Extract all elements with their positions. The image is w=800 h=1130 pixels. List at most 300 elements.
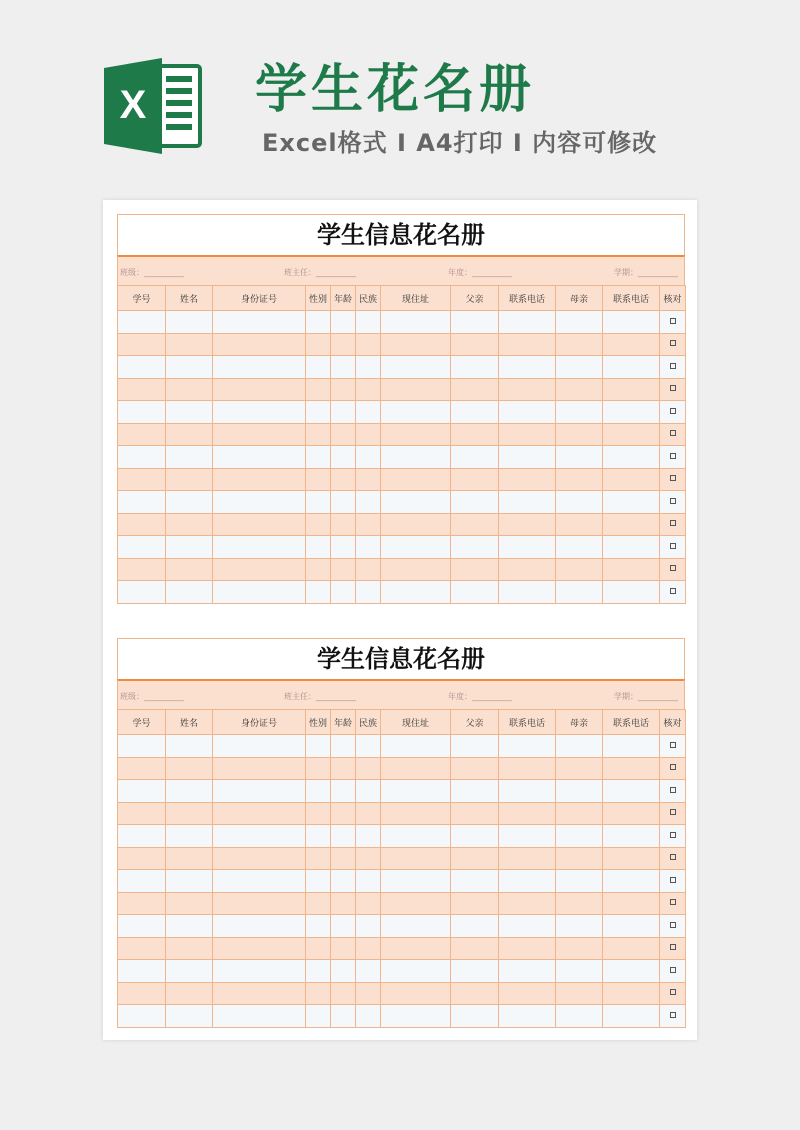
table-cell[interactable] [660, 311, 686, 334]
checkbox-icon[interactable] [670, 854, 676, 860]
table-cell[interactable] [603, 780, 660, 803]
table-cell[interactable] [381, 1005, 451, 1028]
table-cell[interactable] [356, 960, 381, 983]
table-cell[interactable] [499, 311, 556, 334]
table-cell[interactable] [118, 915, 166, 938]
table-cell[interactable] [451, 780, 499, 803]
table-cell[interactable] [331, 825, 356, 848]
table-cell[interactable] [499, 536, 556, 559]
checkbox-icon[interactable] [670, 588, 676, 594]
table-cell[interactable] [118, 423, 166, 446]
table-cell[interactable] [451, 311, 499, 334]
table-cell[interactable] [356, 802, 381, 825]
table-cell[interactable] [451, 401, 499, 424]
table-cell[interactable] [166, 356, 213, 379]
table-cell[interactable] [556, 581, 603, 604]
table-cell[interactable] [356, 423, 381, 446]
table-cell[interactable] [451, 960, 499, 983]
checkbox-icon[interactable] [670, 520, 676, 526]
table-cell[interactable] [556, 960, 603, 983]
table-cell[interactable] [499, 423, 556, 446]
table-cell[interactable] [356, 735, 381, 758]
table-cell[interactable] [356, 757, 381, 780]
table-cell[interactable] [603, 333, 660, 356]
table-cell[interactable] [306, 847, 331, 870]
table-cell[interactable] [660, 513, 686, 536]
table-cell[interactable] [660, 378, 686, 401]
table-cell[interactable] [331, 311, 356, 334]
table-cell[interactable] [556, 311, 603, 334]
table-cell[interactable] [306, 311, 331, 334]
checkbox-icon[interactable] [670, 832, 676, 838]
table-cell[interactable] [660, 491, 686, 514]
table-cell[interactable] [356, 311, 381, 334]
table-cell[interactable] [166, 915, 213, 938]
table-cell[interactable] [213, 982, 306, 1005]
table-cell[interactable] [213, 491, 306, 514]
table-cell[interactable] [356, 536, 381, 559]
table-cell[interactable] [603, 757, 660, 780]
table-cell[interactable] [306, 513, 331, 536]
table-cell[interactable] [381, 536, 451, 559]
table-cell[interactable] [556, 423, 603, 446]
table-cell[interactable] [213, 468, 306, 491]
table-cell[interactable] [356, 446, 381, 469]
table-cell[interactable] [118, 802, 166, 825]
checkbox-icon[interactable] [670, 408, 676, 414]
table-cell[interactable] [603, 802, 660, 825]
table-cell[interactable] [499, 757, 556, 780]
table-cell[interactable] [356, 847, 381, 870]
table-cell[interactable] [331, 536, 356, 559]
table-cell[interactable] [166, 311, 213, 334]
table-cell[interactable] [603, 491, 660, 514]
table-cell[interactable] [499, 802, 556, 825]
checkbox-icon[interactable] [670, 475, 676, 481]
table-cell[interactable] [166, 1005, 213, 1028]
table-cell[interactable] [451, 757, 499, 780]
table-cell[interactable] [213, 847, 306, 870]
checkbox-icon[interactable] [670, 565, 676, 571]
table-cell[interactable] [213, 536, 306, 559]
table-cell[interactable] [499, 982, 556, 1005]
table-cell[interactable] [331, 757, 356, 780]
table-cell[interactable] [381, 356, 451, 379]
table-cell[interactable] [451, 982, 499, 1005]
table-cell[interactable] [603, 378, 660, 401]
table-cell[interactable] [451, 513, 499, 536]
table-cell[interactable] [603, 356, 660, 379]
table-cell[interactable] [660, 401, 686, 424]
table-cell[interactable] [381, 333, 451, 356]
table-cell[interactable] [660, 802, 686, 825]
table-cell[interactable] [306, 581, 331, 604]
table-cell[interactable] [356, 1005, 381, 1028]
table-cell[interactable] [356, 825, 381, 848]
table-cell[interactable] [556, 536, 603, 559]
table-cell[interactable] [556, 780, 603, 803]
table-cell[interactable] [331, 378, 356, 401]
table-cell[interactable] [660, 468, 686, 491]
table-cell[interactable] [451, 446, 499, 469]
table-cell[interactable] [306, 423, 331, 446]
table-cell[interactable] [118, 892, 166, 915]
table-cell[interactable] [306, 491, 331, 514]
table-cell[interactable] [451, 915, 499, 938]
table-cell[interactable] [381, 401, 451, 424]
table-cell[interactable] [306, 802, 331, 825]
table-cell[interactable] [331, 802, 356, 825]
table-cell[interactable] [451, 870, 499, 893]
table-cell[interactable] [166, 780, 213, 803]
table-cell[interactable] [118, 581, 166, 604]
table-cell[interactable] [556, 915, 603, 938]
table-cell[interactable] [660, 581, 686, 604]
table-cell[interactable] [306, 558, 331, 581]
table-cell[interactable] [118, 735, 166, 758]
table-cell[interactable] [499, 378, 556, 401]
table-cell[interactable] [166, 536, 213, 559]
table-cell[interactable] [331, 333, 356, 356]
table-cell[interactable] [499, 558, 556, 581]
table-cell[interactable] [118, 401, 166, 424]
table-cell[interactable] [213, 311, 306, 334]
table-cell[interactable] [166, 982, 213, 1005]
table-cell[interactable] [451, 423, 499, 446]
table-cell[interactable] [166, 802, 213, 825]
table-cell[interactable] [166, 333, 213, 356]
table-cell[interactable] [603, 536, 660, 559]
table-cell[interactable] [118, 333, 166, 356]
table-cell[interactable] [603, 513, 660, 536]
table-cell[interactable] [451, 802, 499, 825]
table-cell[interactable] [603, 892, 660, 915]
table-cell[interactable] [213, 735, 306, 758]
table-cell[interactable] [118, 468, 166, 491]
table-cell[interactable] [381, 735, 451, 758]
table-cell[interactable] [499, 356, 556, 379]
table-cell[interactable] [118, 536, 166, 559]
table-cell[interactable] [213, 513, 306, 536]
table-cell[interactable] [381, 423, 451, 446]
table-cell[interactable] [381, 558, 451, 581]
table-cell[interactable] [356, 513, 381, 536]
table-cell[interactable] [603, 1005, 660, 1028]
checkbox-icon[interactable] [670, 787, 676, 793]
table-cell[interactable] [356, 937, 381, 960]
table-cell[interactable] [660, 423, 686, 446]
table-cell[interactable] [356, 401, 381, 424]
table-cell[interactable] [166, 468, 213, 491]
table-cell[interactable] [381, 468, 451, 491]
table-cell[interactable] [306, 780, 331, 803]
table-cell[interactable] [166, 892, 213, 915]
table-cell[interactable] [660, 825, 686, 848]
table-cell[interactable] [118, 491, 166, 514]
table-cell[interactable] [356, 333, 381, 356]
table-cell[interactable] [306, 1005, 331, 1028]
table-cell[interactable] [118, 311, 166, 334]
table-cell[interactable] [603, 423, 660, 446]
table-cell[interactable] [331, 468, 356, 491]
table-cell[interactable] [356, 870, 381, 893]
table-cell[interactable] [556, 802, 603, 825]
table-cell[interactable] [331, 356, 356, 379]
table-cell[interactable] [118, 513, 166, 536]
table-cell[interactable] [356, 378, 381, 401]
table-cell[interactable] [660, 937, 686, 960]
table-cell[interactable] [556, 870, 603, 893]
table-cell[interactable] [499, 735, 556, 758]
table-cell[interactable] [118, 982, 166, 1005]
table-cell[interactable] [660, 446, 686, 469]
table-cell[interactable] [499, 401, 556, 424]
table-cell[interactable] [381, 870, 451, 893]
table-cell[interactable] [603, 960, 660, 983]
table-cell[interactable] [499, 333, 556, 356]
table-cell[interactable] [556, 825, 603, 848]
table-cell[interactable] [213, 757, 306, 780]
checkbox-icon[interactable] [670, 318, 676, 324]
table-cell[interactable] [603, 870, 660, 893]
table-cell[interactable] [331, 960, 356, 983]
table-cell[interactable] [118, 937, 166, 960]
table-cell[interactable] [331, 1005, 356, 1028]
table-cell[interactable] [381, 780, 451, 803]
table-cell[interactable] [381, 982, 451, 1005]
table-cell[interactable] [306, 536, 331, 559]
table-cell[interactable] [118, 960, 166, 983]
table-cell[interactable] [499, 847, 556, 870]
table-cell[interactable] [499, 1005, 556, 1028]
table-cell[interactable] [451, 558, 499, 581]
table-cell[interactable] [381, 847, 451, 870]
table-cell[interactable] [118, 757, 166, 780]
table-cell[interactable] [660, 915, 686, 938]
table-cell[interactable] [213, 825, 306, 848]
table-cell[interactable] [660, 356, 686, 379]
table-cell[interactable] [603, 581, 660, 604]
table-cell[interactable] [660, 892, 686, 915]
table-cell[interactable] [118, 870, 166, 893]
table-cell[interactable] [166, 847, 213, 870]
table-cell[interactable] [603, 401, 660, 424]
table-cell[interactable] [166, 491, 213, 514]
table-cell[interactable] [331, 937, 356, 960]
table-cell[interactable] [381, 915, 451, 938]
table-cell[interactable] [306, 825, 331, 848]
table-cell[interactable] [556, 333, 603, 356]
table-cell[interactable] [213, 581, 306, 604]
table-cell[interactable] [331, 446, 356, 469]
table-cell[interactable] [556, 378, 603, 401]
checkbox-icon[interactable] [670, 543, 676, 549]
table-cell[interactable] [118, 558, 166, 581]
table-cell[interactable] [556, 468, 603, 491]
table-cell[interactable] [451, 491, 499, 514]
checkbox-icon[interactable] [670, 764, 676, 770]
table-cell[interactable] [556, 401, 603, 424]
table-cell[interactable] [356, 356, 381, 379]
table-cell[interactable] [499, 915, 556, 938]
checkbox-icon[interactable] [670, 922, 676, 928]
checkbox-icon[interactable] [670, 430, 676, 436]
table-cell[interactable] [499, 780, 556, 803]
checkbox-icon[interactable] [670, 809, 676, 815]
table-cell[interactable] [451, 333, 499, 356]
table-cell[interactable] [331, 982, 356, 1005]
table-cell[interactable] [499, 581, 556, 604]
table-cell[interactable] [603, 937, 660, 960]
table-cell[interactable] [306, 735, 331, 758]
table-cell[interactable] [603, 558, 660, 581]
checkbox-icon[interactable] [670, 385, 676, 391]
table-cell[interactable] [356, 982, 381, 1005]
table-cell[interactable] [356, 892, 381, 915]
table-cell[interactable] [166, 870, 213, 893]
table-cell[interactable] [213, 870, 306, 893]
table-cell[interactable] [213, 378, 306, 401]
table-cell[interactable] [381, 937, 451, 960]
checkbox-icon[interactable] [670, 967, 676, 973]
table-cell[interactable] [331, 491, 356, 514]
table-cell[interactable] [556, 513, 603, 536]
table-cell[interactable] [331, 892, 356, 915]
table-cell[interactable] [381, 757, 451, 780]
table-cell[interactable] [356, 581, 381, 604]
table-cell[interactable] [556, 735, 603, 758]
table-cell[interactable] [499, 491, 556, 514]
table-cell[interactable] [556, 892, 603, 915]
table-cell[interactable] [331, 735, 356, 758]
table-cell[interactable] [451, 892, 499, 915]
table-cell[interactable] [660, 536, 686, 559]
table-cell[interactable] [331, 847, 356, 870]
table-cell[interactable] [166, 558, 213, 581]
table-cell[interactable] [356, 780, 381, 803]
table-cell[interactable] [166, 378, 213, 401]
table-cell[interactable] [603, 735, 660, 758]
table-cell[interactable] [381, 378, 451, 401]
table-cell[interactable] [306, 333, 331, 356]
table-cell[interactable] [306, 356, 331, 379]
checkbox-icon[interactable] [670, 742, 676, 748]
table-cell[interactable] [556, 491, 603, 514]
checkbox-icon[interactable] [670, 363, 676, 369]
table-cell[interactable] [556, 937, 603, 960]
table-cell[interactable] [331, 581, 356, 604]
table-cell[interactable] [118, 780, 166, 803]
table-cell[interactable] [451, 468, 499, 491]
table-cell[interactable] [660, 780, 686, 803]
table-cell[interactable] [213, 356, 306, 379]
table-cell[interactable] [166, 401, 213, 424]
table-cell[interactable] [356, 491, 381, 514]
table-cell[interactable] [306, 401, 331, 424]
table-cell[interactable] [603, 468, 660, 491]
table-cell[interactable] [356, 468, 381, 491]
table-cell[interactable] [603, 982, 660, 1005]
table-cell[interactable] [451, 581, 499, 604]
table-cell[interactable] [166, 825, 213, 848]
table-cell[interactable] [451, 735, 499, 758]
table-cell[interactable] [660, 558, 686, 581]
table-cell[interactable] [381, 311, 451, 334]
table-cell[interactable] [213, 1005, 306, 1028]
table-cell[interactable] [306, 915, 331, 938]
table-cell[interactable] [381, 825, 451, 848]
table-cell[interactable] [166, 423, 213, 446]
table-cell[interactable] [331, 401, 356, 424]
table-cell[interactable] [331, 558, 356, 581]
table-cell[interactable] [213, 802, 306, 825]
checkbox-icon[interactable] [670, 453, 676, 459]
table-cell[interactable] [166, 735, 213, 758]
table-cell[interactable] [166, 446, 213, 469]
table-cell[interactable] [499, 825, 556, 848]
table-cell[interactable] [118, 446, 166, 469]
table-cell[interactable] [213, 333, 306, 356]
table-cell[interactable] [381, 960, 451, 983]
table-cell[interactable] [660, 757, 686, 780]
table-cell[interactable] [213, 780, 306, 803]
table-cell[interactable] [499, 892, 556, 915]
table-cell[interactable] [306, 870, 331, 893]
table-cell[interactable] [499, 937, 556, 960]
table-cell[interactable] [213, 892, 306, 915]
table-cell[interactable] [166, 581, 213, 604]
table-cell[interactable] [603, 825, 660, 848]
table-cell[interactable] [556, 757, 603, 780]
table-cell[interactable] [556, 982, 603, 1005]
table-cell[interactable] [499, 513, 556, 536]
table-cell[interactable] [118, 356, 166, 379]
checkbox-icon[interactable] [670, 944, 676, 950]
table-cell[interactable] [213, 937, 306, 960]
table-cell[interactable] [451, 847, 499, 870]
table-cell[interactable] [331, 780, 356, 803]
table-cell[interactable] [381, 491, 451, 514]
table-cell[interactable] [451, 937, 499, 960]
table-cell[interactable] [306, 960, 331, 983]
table-cell[interactable] [499, 446, 556, 469]
table-cell[interactable] [603, 311, 660, 334]
table-cell[interactable] [603, 847, 660, 870]
table-cell[interactable] [118, 378, 166, 401]
table-cell[interactable] [556, 1005, 603, 1028]
table-cell[interactable] [118, 825, 166, 848]
table-cell[interactable] [660, 847, 686, 870]
table-cell[interactable] [166, 937, 213, 960]
table-cell[interactable] [451, 1005, 499, 1028]
table-cell[interactable] [556, 558, 603, 581]
table-cell[interactable] [213, 401, 306, 424]
table-cell[interactable] [603, 915, 660, 938]
table-cell[interactable] [213, 558, 306, 581]
table-cell[interactable] [660, 960, 686, 983]
table-cell[interactable] [306, 937, 331, 960]
table-cell[interactable] [118, 1005, 166, 1028]
table-cell[interactable] [556, 446, 603, 469]
table-cell[interactable] [381, 446, 451, 469]
table-cell[interactable] [213, 915, 306, 938]
table-cell[interactable] [499, 960, 556, 983]
table-cell[interactable] [166, 513, 213, 536]
table-cell[interactable] [331, 423, 356, 446]
table-cell[interactable] [306, 446, 331, 469]
table-cell[interactable] [660, 735, 686, 758]
checkbox-icon[interactable] [670, 899, 676, 905]
